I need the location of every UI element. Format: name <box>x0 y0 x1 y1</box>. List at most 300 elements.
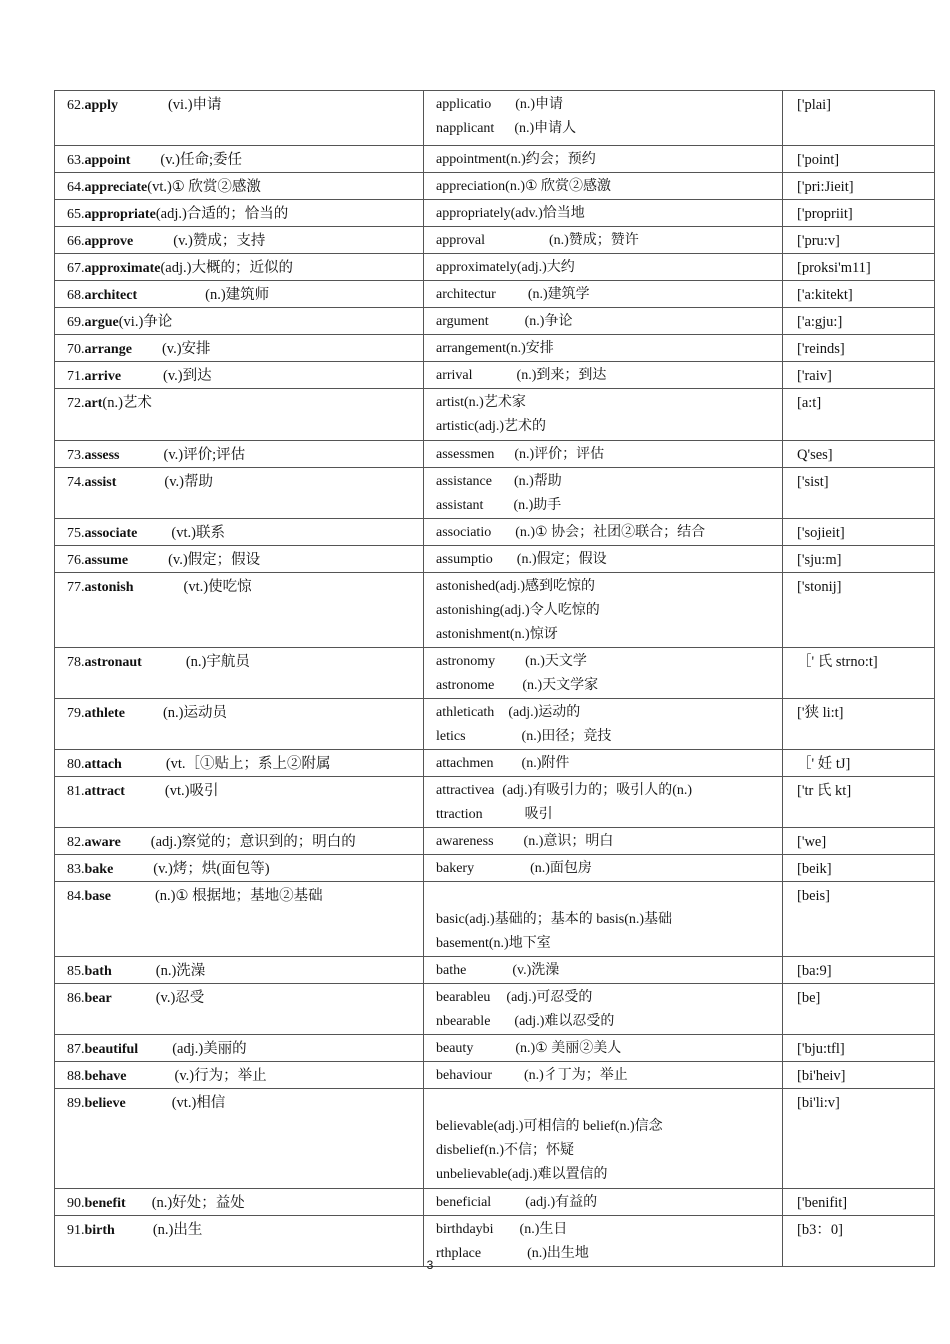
entry-number: 69. <box>67 315 85 330</box>
derived-meaning: (n.)到来；到达 <box>516 368 607 383</box>
derived-word: disbelief(n.)不信；怀疑 <box>436 1143 575 1158</box>
derived-word: astonishment(n.)惊讶 <box>436 627 558 642</box>
entry-number: 85. <box>67 964 85 979</box>
derived-meaning: (adj.)难以忍受的 <box>514 1014 615 1029</box>
derived-word: artist(n.)艺术家 <box>436 395 526 410</box>
headword: assist <box>84 475 117 490</box>
entry-number: 76. <box>67 553 85 568</box>
vocabulary-table-body <box>55 91 935 1267</box>
entry-number: 71. <box>67 369 85 384</box>
derived-word: assumptio <box>436 552 493 567</box>
derived-forms-cell <box>424 1035 783 1062</box>
headword: behave <box>84 1069 127 1084</box>
vocab-row <box>55 546 935 573</box>
derived-meaning: (n.)争论 <box>524 314 573 329</box>
derived-forms-cell <box>424 699 783 750</box>
headword-meaning: (v.)任命;委任 <box>160 152 243 168</box>
derived-word: ttraction <box>436 807 483 822</box>
vocab-row <box>55 254 935 281</box>
derived-meaning: (n.)田径；竞技 <box>521 729 612 744</box>
derived-forms-cell <box>424 441 783 468</box>
phonetic-transcription: [a:t] <box>797 395 822 411</box>
phonetic-cell <box>783 146 935 173</box>
entry-number: 63. <box>67 153 85 168</box>
headword-cell <box>55 777 424 828</box>
phonetic-cell <box>783 1035 935 1062</box>
derived-meaning: (n.)赞成；赞许 <box>548 233 639 248</box>
phonetic-cell <box>783 1062 935 1089</box>
headword-cell <box>55 1089 424 1189</box>
derived-meaning: (n.)① 协会；社团②联合；结合 <box>515 525 706 540</box>
vocab-row <box>55 173 935 200</box>
derived-word: approval <box>436 233 485 248</box>
headword-cell <box>55 855 424 882</box>
phonetic-transcription: [proksi'm11] <box>797 260 871 276</box>
derived-meaning: (n.)彳丁为；举止 <box>523 1068 628 1083</box>
derived-meaning: (n.)申请 <box>515 97 564 112</box>
vocab-row <box>55 441 935 468</box>
entry-number: 62. <box>67 98 85 113</box>
phonetic-transcription: ['stonij] <box>797 579 842 595</box>
phonetic-cell <box>783 984 935 1035</box>
derived-forms-cell <box>424 519 783 546</box>
vocab-row <box>55 573 935 648</box>
headword: approve <box>84 234 134 249</box>
phonetic-transcription: [be] <box>797 990 821 1006</box>
headword: apply <box>84 98 118 113</box>
phonetic-transcription: [beis] <box>797 888 831 904</box>
headword-meaning: (vt.)① 欣赏②感激 <box>147 179 261 195</box>
vocab-row <box>55 984 935 1035</box>
phonetic-transcription: ['raiv] <box>797 368 832 384</box>
phonetic-transcription: ['a:kitekt] <box>797 287 853 303</box>
vocab-row <box>55 146 935 173</box>
phonetic-transcription: ['pru:v] <box>797 233 840 249</box>
headword-cell <box>55 91 424 146</box>
headword-cell <box>55 699 424 750</box>
headword: appoint <box>84 153 131 168</box>
derived-word: athleticath <box>436 705 495 720</box>
derived-meaning: (n.)面包房 <box>530 861 592 876</box>
phonetic-transcription: Q'ses] <box>797 447 833 463</box>
headword-cell <box>55 573 424 648</box>
derived-word: assessmen <box>436 447 495 462</box>
phonetic-cell <box>783 546 935 573</box>
derived-forms-cell <box>424 1089 783 1189</box>
headword: athlete <box>84 706 125 721</box>
derived-meaning: (n.)申请人 <box>514 121 577 136</box>
headword-meaning: (v.)假定；假设 <box>168 552 261 568</box>
derived-word: letics <box>436 729 466 744</box>
headword-meaning: (n.)建筑师 <box>205 287 270 303</box>
phonetic-transcription: ['propriit] <box>797 206 853 222</box>
headword-cell <box>55 1035 424 1062</box>
derived-word: attractivea <box>436 783 495 798</box>
derived-forms-cell <box>424 281 783 308</box>
headword-cell <box>55 200 424 227</box>
phonetic-transcription: ['pri:Jieit] <box>797 179 854 195</box>
headword-meaning: (vt.)吸引 <box>164 783 219 799</box>
derived-forms-cell <box>424 984 783 1035</box>
vocab-row <box>55 227 935 254</box>
derived-meaning: (n.)帮助 <box>513 474 562 489</box>
derived-word: appropriately(adv.)恰当地 <box>436 206 585 221</box>
headword: associate <box>84 526 138 541</box>
headword-cell <box>55 1189 424 1216</box>
derived-forms-cell <box>424 957 783 984</box>
vocab-row <box>55 362 935 389</box>
phonetic-cell <box>783 389 935 441</box>
derived-meaning: 吸引 <box>524 807 553 822</box>
entry-number: 84. <box>67 889 85 904</box>
derived-forms-cell <box>424 546 783 573</box>
headword: attach <box>84 757 122 772</box>
derived-word: beneficial <box>436 1195 492 1210</box>
phonetic-cell <box>783 1189 935 1216</box>
headword: bath <box>84 964 112 979</box>
phonetic-cell <box>783 468 935 519</box>
vocabulary-table <box>54 90 935 1267</box>
headword-cell <box>55 146 424 173</box>
derived-word: astronomy <box>436 654 496 669</box>
phonetic-transcription: ['benifit] <box>797 1195 848 1211</box>
headword-cell <box>55 519 424 546</box>
derived-meaning: (v.)洗澡 <box>512 963 560 978</box>
derived-word: basic(adj.)基础的；基本的 basis(n.)基础 <box>436 912 673 927</box>
derived-word: believable(adj.)可相信的 belief(n.)信念 <box>436 1119 663 1134</box>
derived-word: unbelievable(adj.)难以置信的 <box>436 1167 608 1182</box>
entry-number: 81. <box>67 784 85 799</box>
vocab-row <box>55 200 935 227</box>
phonetic-transcription: [bi'heiv] <box>797 1068 846 1084</box>
headword: bear <box>84 991 112 1006</box>
vocab-row <box>55 308 935 335</box>
vocab-row <box>55 648 935 699</box>
vocab-row <box>55 1089 935 1189</box>
headword-meaning: (n.)运动员 <box>162 705 227 721</box>
entry-number: 72. <box>67 396 85 411</box>
headword-cell <box>55 389 424 441</box>
derived-meaning: (n.)生日 <box>519 1222 568 1237</box>
vocab-row <box>55 281 935 308</box>
vocab-row <box>55 699 935 750</box>
headword-meaning: (vt.)使吃惊 <box>183 579 252 595</box>
entry-number: 65. <box>67 207 85 222</box>
headword-meaning: (n.)出生 <box>152 1222 203 1238</box>
vocab-row <box>55 519 935 546</box>
derived-forms-cell <box>424 335 783 362</box>
headword-meaning: (n.)好处；益处 <box>151 1195 245 1211</box>
derived-meaning: (n.)出生地 <box>527 1246 589 1261</box>
headword: approximate <box>84 261 161 276</box>
derived-forms-cell <box>424 146 783 173</box>
headword-meaning: (n.)宇航员 <box>185 654 250 670</box>
phonetic-cell <box>783 648 935 699</box>
phonetic-transcription: ['plai] <box>797 97 832 113</box>
derived-meaning: (adj.)有吸引力的；吸引人的(n.) <box>502 783 693 798</box>
headword: assume <box>84 553 129 568</box>
headword: benefit <box>84 1196 126 1211</box>
entry-number: 90. <box>67 1196 85 1211</box>
phonetic-cell <box>783 441 935 468</box>
derived-word: approximately(adj.)大约 <box>436 260 575 275</box>
phonetic-cell <box>783 519 935 546</box>
derived-forms-cell <box>424 254 783 281</box>
headword: assess <box>84 448 120 463</box>
entry-number: 70. <box>67 342 85 357</box>
derived-meaning: (n.)评价；评估 <box>514 447 605 462</box>
derived-forms-cell <box>424 362 783 389</box>
phonetic-cell <box>783 335 935 362</box>
headword: appropriate <box>84 207 156 222</box>
headword: beautiful <box>84 1042 139 1057</box>
entry-number: 88. <box>67 1069 85 1084</box>
entry-number: 91. <box>67 1223 85 1238</box>
derived-word: assistance <box>436 474 492 489</box>
phonetic-cell <box>783 91 935 146</box>
phonetic-cell <box>783 308 935 335</box>
vocab-row <box>55 882 935 957</box>
vocab-row <box>55 91 935 146</box>
phonetic-cell <box>783 855 935 882</box>
phonetic-cell <box>783 281 935 308</box>
derived-meaning: (n.)意识；明白 <box>523 834 614 849</box>
derived-word: attachmen <box>436 756 494 771</box>
headword-cell <box>55 335 424 362</box>
derived-forms-cell <box>424 777 783 828</box>
headword: arrive <box>84 369 122 384</box>
derived-meaning: (n.)附件 <box>521 756 570 771</box>
headword: arrange <box>84 342 132 357</box>
phonetic-transcription: ['sju:m] <box>797 552 842 568</box>
derived-word: appointment(n.)约会；预约 <box>436 152 596 167</box>
headword-meaning: (vi.)申请 <box>167 97 222 113</box>
derived-word: appreciation(n.)① 欣赏②感激 <box>436 179 612 194</box>
headword-cell <box>55 648 424 699</box>
phonetic-cell <box>783 882 935 957</box>
derived-word: basement(n.)地下室 <box>436 936 551 951</box>
vocab-row <box>55 750 935 777</box>
derived-forms-cell <box>424 200 783 227</box>
derived-forms-cell <box>424 882 783 957</box>
headword-cell <box>55 362 424 389</box>
vocab-row <box>55 828 935 855</box>
headword-meaning: (v.)赞成；支持 <box>173 233 266 249</box>
derived-word: beauty <box>436 1041 474 1056</box>
headword: astronaut <box>84 655 142 670</box>
phonetic-cell <box>783 254 935 281</box>
headword-cell <box>55 828 424 855</box>
derived-forms-cell <box>424 1062 783 1089</box>
headword: astonish <box>84 580 134 595</box>
phonetic-cell <box>783 828 935 855</box>
vocab-row <box>55 1035 935 1062</box>
vocab-row <box>55 389 935 441</box>
phonetic-transcription: ［' 氏 strno:t] <box>797 654 878 670</box>
entry-number: 73. <box>67 448 85 463</box>
phonetic-cell <box>783 957 935 984</box>
headword-cell <box>55 1062 424 1089</box>
headword: argue <box>84 315 119 330</box>
derived-word: bakery <box>436 861 475 876</box>
derived-word: napplicant <box>436 121 495 136</box>
derived-meaning: (n.)助手 <box>513 498 562 513</box>
derived-word: behaviour <box>436 1068 492 1083</box>
entry-number: 64. <box>67 180 85 195</box>
derived-word: awareness <box>436 834 494 849</box>
derived-word: bathe <box>436 963 467 978</box>
phonetic-transcription: ['we] <box>797 834 827 850</box>
derived-word: argument <box>436 314 489 329</box>
headword-meaning: (v.)行为；举止 <box>174 1068 267 1084</box>
derived-forms-cell <box>424 855 783 882</box>
entry-number: 75. <box>67 526 85 541</box>
derived-forms-cell <box>424 750 783 777</box>
derived-meaning: (adj.)运动的 <box>508 705 581 720</box>
derived-meaning: (n.)假定；假设 <box>516 552 607 567</box>
headword-meaning: (vi.)争论 <box>118 314 173 330</box>
derived-meaning: (n.)① 美丽②美人 <box>515 1041 622 1056</box>
phonetic-cell <box>783 750 935 777</box>
headword-meaning: (v.)评价;评估 <box>163 447 246 463</box>
headword-cell <box>55 441 424 468</box>
derived-forms-cell <box>424 573 783 648</box>
page-number: 3 <box>426 1258 434 1272</box>
vocab-row <box>55 1062 935 1089</box>
headword-meaning: (v.)到达 <box>163 368 212 384</box>
derived-forms-cell <box>424 468 783 519</box>
phonetic-cell <box>783 777 935 828</box>
phonetic-transcription: ['a:gju:] <box>797 314 843 330</box>
phonetic-cell <box>783 362 935 389</box>
headword-meaning: (adj.)美丽的 <box>172 1041 247 1057</box>
headword: architect <box>84 288 138 303</box>
headword-meaning: (vt.［①贴上；系上②附属 <box>165 756 331 772</box>
derived-forms-cell <box>424 648 783 699</box>
derived-forms-cell <box>424 227 783 254</box>
derived-meaning: (adj.)有益的 <box>525 1195 598 1210</box>
headword: bake <box>84 862 114 877</box>
vocab-row <box>55 1189 935 1216</box>
phonetic-cell <box>783 1089 935 1189</box>
phonetic-transcription: [b3：0] <box>797 1222 843 1238</box>
headword-meaning: (adj.)大概的；近似的 <box>160 260 293 276</box>
entry-number: 68. <box>67 288 85 303</box>
phonetic-cell <box>783 227 935 254</box>
headword-cell <box>55 957 424 984</box>
derived-forms-cell <box>424 173 783 200</box>
headword-cell <box>55 882 424 957</box>
derived-word: assistant <box>436 498 484 513</box>
phonetic-cell <box>783 173 935 200</box>
headword: birth <box>84 1223 115 1238</box>
derived-forms-cell <box>424 389 783 441</box>
entry-number: 67. <box>67 261 85 276</box>
headword-meaning: (v.)帮助 <box>164 474 213 490</box>
phonetic-transcription: [ba:9] <box>797 963 832 979</box>
entry-number: 83. <box>67 862 85 877</box>
phonetic-transcription: ['point] <box>797 152 840 168</box>
phonetic-transcription: [bi'li:v] <box>797 1095 840 1111</box>
headword: art <box>84 396 103 411</box>
derived-forms-cell <box>424 91 783 146</box>
entry-number: 78. <box>67 655 85 670</box>
headword-cell <box>55 227 424 254</box>
headword: attract <box>84 784 125 799</box>
headword-meaning: (v.)安排 <box>161 341 211 357</box>
vocab-row <box>55 777 935 828</box>
phonetic-transcription: ［' 妊 tJ] <box>797 756 851 772</box>
phonetic-cell <box>783 699 935 750</box>
entry-number: 80. <box>67 757 85 772</box>
headword: believe <box>84 1096 126 1111</box>
phonetic-transcription: [beik] <box>797 861 832 877</box>
derived-word: birthdaybi <box>436 1222 494 1237</box>
phonetic-transcription: ['bju:tfl] <box>797 1041 845 1057</box>
derived-meaning: (n.)天文学 <box>525 654 587 669</box>
derived-word: astonished(adj.)感到吃惊的 <box>436 579 596 594</box>
derived-word: applicatio <box>436 97 492 112</box>
derived-word: rthplace <box>436 1246 482 1261</box>
derived-meaning: (n.)天文学家 <box>522 678 599 693</box>
vocab-row <box>55 855 935 882</box>
derived-word: bearableu <box>436 990 491 1005</box>
headword: base <box>84 889 111 904</box>
derived-word: astonishing(adj.)令人吃惊的 <box>436 603 600 618</box>
headword: appreciate <box>84 180 148 195</box>
derived-word: associatio <box>436 525 492 540</box>
derived-word: artistic(adj.)艺术的 <box>436 419 547 434</box>
phonetic-cell <box>783 573 935 648</box>
derived-meaning: (adj.)可忍受的 <box>506 990 593 1005</box>
entry-number: 87. <box>67 1042 85 1057</box>
derived-word: arrangement(n.)安排 <box>436 341 554 356</box>
entry-number: 66. <box>67 234 85 249</box>
headword-cell <box>55 984 424 1035</box>
headword: aware <box>84 835 121 850</box>
vocab-row <box>55 335 935 362</box>
entry-number: 82. <box>67 835 85 850</box>
headword-meaning: (v.)烤；烘(面包等) <box>153 861 270 877</box>
headword-cell <box>55 254 424 281</box>
phonetic-transcription: ['sojieit] <box>797 525 845 541</box>
headword-cell <box>55 173 424 200</box>
phonetic-transcription: ['sist] <box>797 474 829 490</box>
entry-number: 89. <box>67 1096 85 1111</box>
derived-word: nbearable <box>436 1014 491 1029</box>
entry-number: 77. <box>67 580 85 595</box>
headword-cell <box>55 308 424 335</box>
derived-word: astronome <box>436 678 495 693</box>
headword-meaning: (n.)① 根据地；基地②基础 <box>154 888 323 904</box>
phonetic-cell <box>783 200 935 227</box>
derived-forms-cell <box>424 828 783 855</box>
derived-word: arrival <box>436 368 473 383</box>
derived-forms-cell <box>424 308 783 335</box>
headword-cell <box>55 281 424 308</box>
entry-number: 74. <box>67 475 85 490</box>
headword-meaning: (adj.)察觉的；意识到的；明白的 <box>150 834 356 850</box>
phonetic-transcription: ['reinds] <box>797 341 845 357</box>
vocab-row <box>55 957 935 984</box>
phonetic-transcription: ['tr 氏 kt] <box>797 783 852 799</box>
entry-number: 79. <box>67 706 85 721</box>
derived-meaning: (n.)建筑学 <box>527 287 590 302</box>
headword-cell <box>55 468 424 519</box>
headword-meaning: (n.)艺术 <box>102 395 152 411</box>
headword-meaning: (vt.)相信 <box>171 1095 226 1111</box>
headword-meaning: (vt.)联系 <box>171 525 225 541</box>
